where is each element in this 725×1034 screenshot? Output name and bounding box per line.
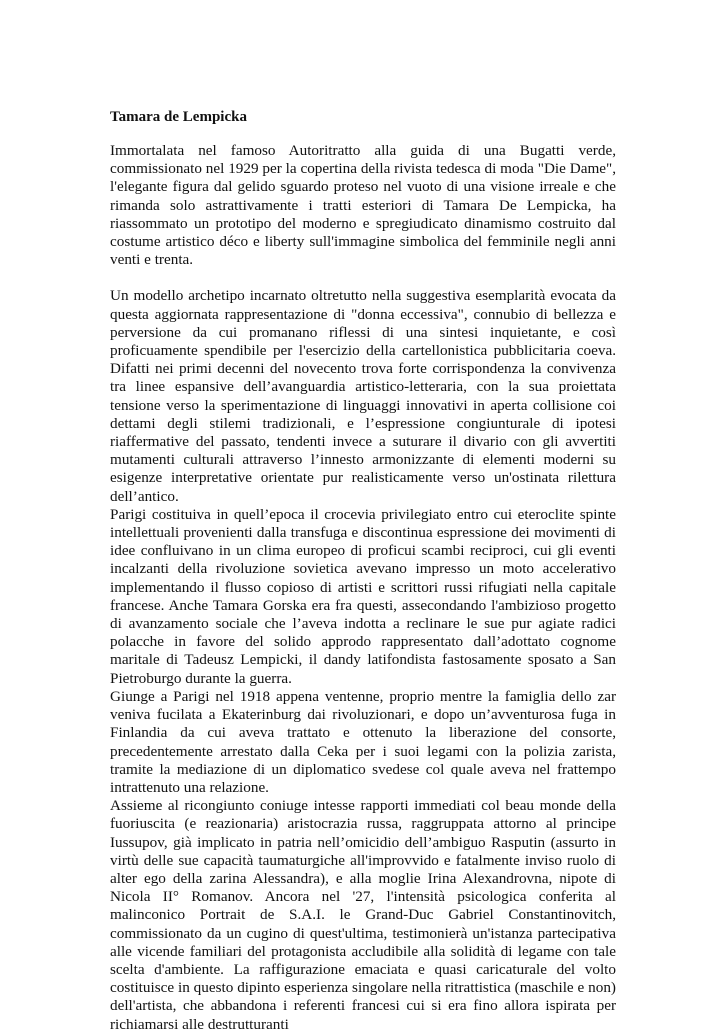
document-title: Tamara de Lempicka xyxy=(110,109,247,125)
paragraph-5: Assieme al ricongiunto coniuge intesse rapporti immediati col beau monde della fuoriuscita (e reazionaria) aristocrazia russa, raggruppata attorno al principe Iussupov, già implicato in patria nell’omicidio dell’ambiguo Rasputin (assurto in virtù delle sue capacità taumaturgiche all'improvvido e fatalmente inviso ruolo di alter ego della zarina Alessandra), e alla moglie Irina Alexandrovna, nipote di Nicola II° Romanov. Ancora nel '27, l'intensità psicologica conferita al malinconico Portrait de S.A.I. le Grand-Duc Gabriel Constantinovitch, commissionato da un cugino di quest'ultima, testimonierà un'istanza partecipativa alle vicende familiari del protagonista accludibile alla solidità di legame con tale scelta d'ambiente. La raffigurazione emaciata e quasi caricaturale del volto costituisce in questo dipinto esperienza singolare nella ritrattistica (maschile e non) dell'artista, che abbandona i referenti francesi cui si era fino allora ispirata per richiamarsi alle destrutturanti xyxy=(110,797,616,1033)
document-page xyxy=(110,108,616,1034)
paragraph-2: Un modello archetipo incarnato oltretutto nella suggestiva esemplarità evocata da questa aggiornata rappresentazione di "donna eccessiva", connubio di bellezza e perversione da cui promanano riflessi di una sintesi inquietante, e così proficuamente spendibile per l'esercizio della cartellonistica pubblicitaria coeva. Difatti nei primi decenni del novecento trova forte corrispondenza la convivenza tra linee espansive dell’avanguardia artistico-letteraria, con la sua proiettata tensione verso la sperimentazione di linguaggi innovativi in aperta collisione coi dettami degli stilemi tradizionali, e l’espressione congiunturale di ipotesi riaffermative del passato, tendenti invece a suturare il divario con gli avvertiti mutamenti culturali attraverso l’innesto armonizzante di elementi moderni su esigenze interpretative orientate pur realisticamente verso un'ostinata rilettura dell’antico. xyxy=(110,287,616,505)
paragraph-4: Giunge a Parigi nel 1918 appena ventenne, proprio mentre la famiglia dello zar veniva fucilata a Ekaterinburg dai rivoluzionari, e dopo un’avventurosa fuga in Finlandia da cui aveva trattato e ottenuto la liberazione del consorte, precedentemente arrestato dalla Ceka per i suoi legami con la polizia zarista, tramite la mediazione di un diplomatico svedese col quale aveva nel frattempo intrattenuto una relazione. xyxy=(110,687,616,796)
paragraph-3: Parigi costituiva in quell’epoca il crocevia privilegiato entro cui eteroclite spinte intellettuali provenienti dalla transfuga e discontinua espressione dei movimenti di idee confluivano in un clima europeo di proficui scambi reciproci, cui gli eventi incalzanti della rivoluzione sovietica avevano impresso un moto accelerativo implementando il flusso copioso di artisti e scrittori russi rifugiati nella capitale francese. Anche Tamara Gorska era fra questi, assecondando l'ambizioso progetto di avanzamento sociale che l’aveva indotta a reclinare le sue pur agiate radici polacche in favore del solido approdo rappresentato dall’adottato cognome maritale di Tadeusz Lempicki, il dandy latifondista fastosamente sposato a San Pietroburgo durante la guerra. xyxy=(110,505,616,687)
paragraph-1: Immortalata nel famoso Autoritratto alla guida di una Bugatti verde, commissionato nel 1929 per la copertina della rivista tedesca di moda "Die Dame", l'elegante figura dal gelido sguardo proteso nel vuoto di una visione irreale e che rimanda solo astrattivamente i tratti esteriori di Tamara De Lempicka, ha riassommato un prototipo del moderno e spregiudicato dinamismo costruito dal costume artistico déco e liberty sull'immagine simbolica del femminile negli anni venti e trenta. xyxy=(110,142,616,269)
document-body xyxy=(110,142,616,1034)
